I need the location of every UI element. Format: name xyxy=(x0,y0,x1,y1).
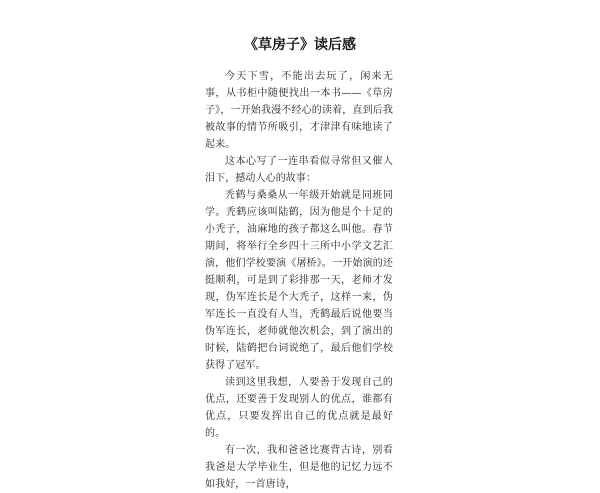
paragraph: 今天下雪，不能出去玩了，闲来无事，从书柜中随便找出一本书——《草房子》，一开始我漫不经心的读着，直到后我被故事的情节所吸引，才津津有味地读了起来。 xyxy=(205,71,393,150)
paragraph: 读到这里我想，人要善于发现自己的优点，还要善于发现别人的优点，谁都有优点，只要发挥出自己的优点就是最好的。 xyxy=(205,377,393,439)
document-body xyxy=(205,68,393,493)
paragraph: 有一次，我和爸爸比赛背古诗，别看我爸是大学毕业生，但是他的记忆力远不如我好，一首唐诗， xyxy=(205,445,393,490)
document-title: 《草房子》读后感 xyxy=(244,37,356,53)
paragraph: 秃鹤与桑桑从一年级开始就是同班同学。秃鹤应该叫陆鹤，因为他是个十足的小秃子，油麻地的孩子都这么叫他。春节期间，将举行全乡四十三所中小学文艺汇演，他们学校要演《屠桥》。一开始演的还挺顺利，可是到了彩排那一天，老师才发现，伪军连长是个大秃子，这样一来，伪军连长一直没有人当，秃鹤最后说他要当伪军连长，老师就他次机会，到了演出的时候，陆鹤把台词说绝了，最后他们学校获得了冠军。 xyxy=(205,190,393,371)
paragraph: 这本心写了一连串看似寻常但又催人泪下，撼动人心的故事： xyxy=(205,156,393,184)
